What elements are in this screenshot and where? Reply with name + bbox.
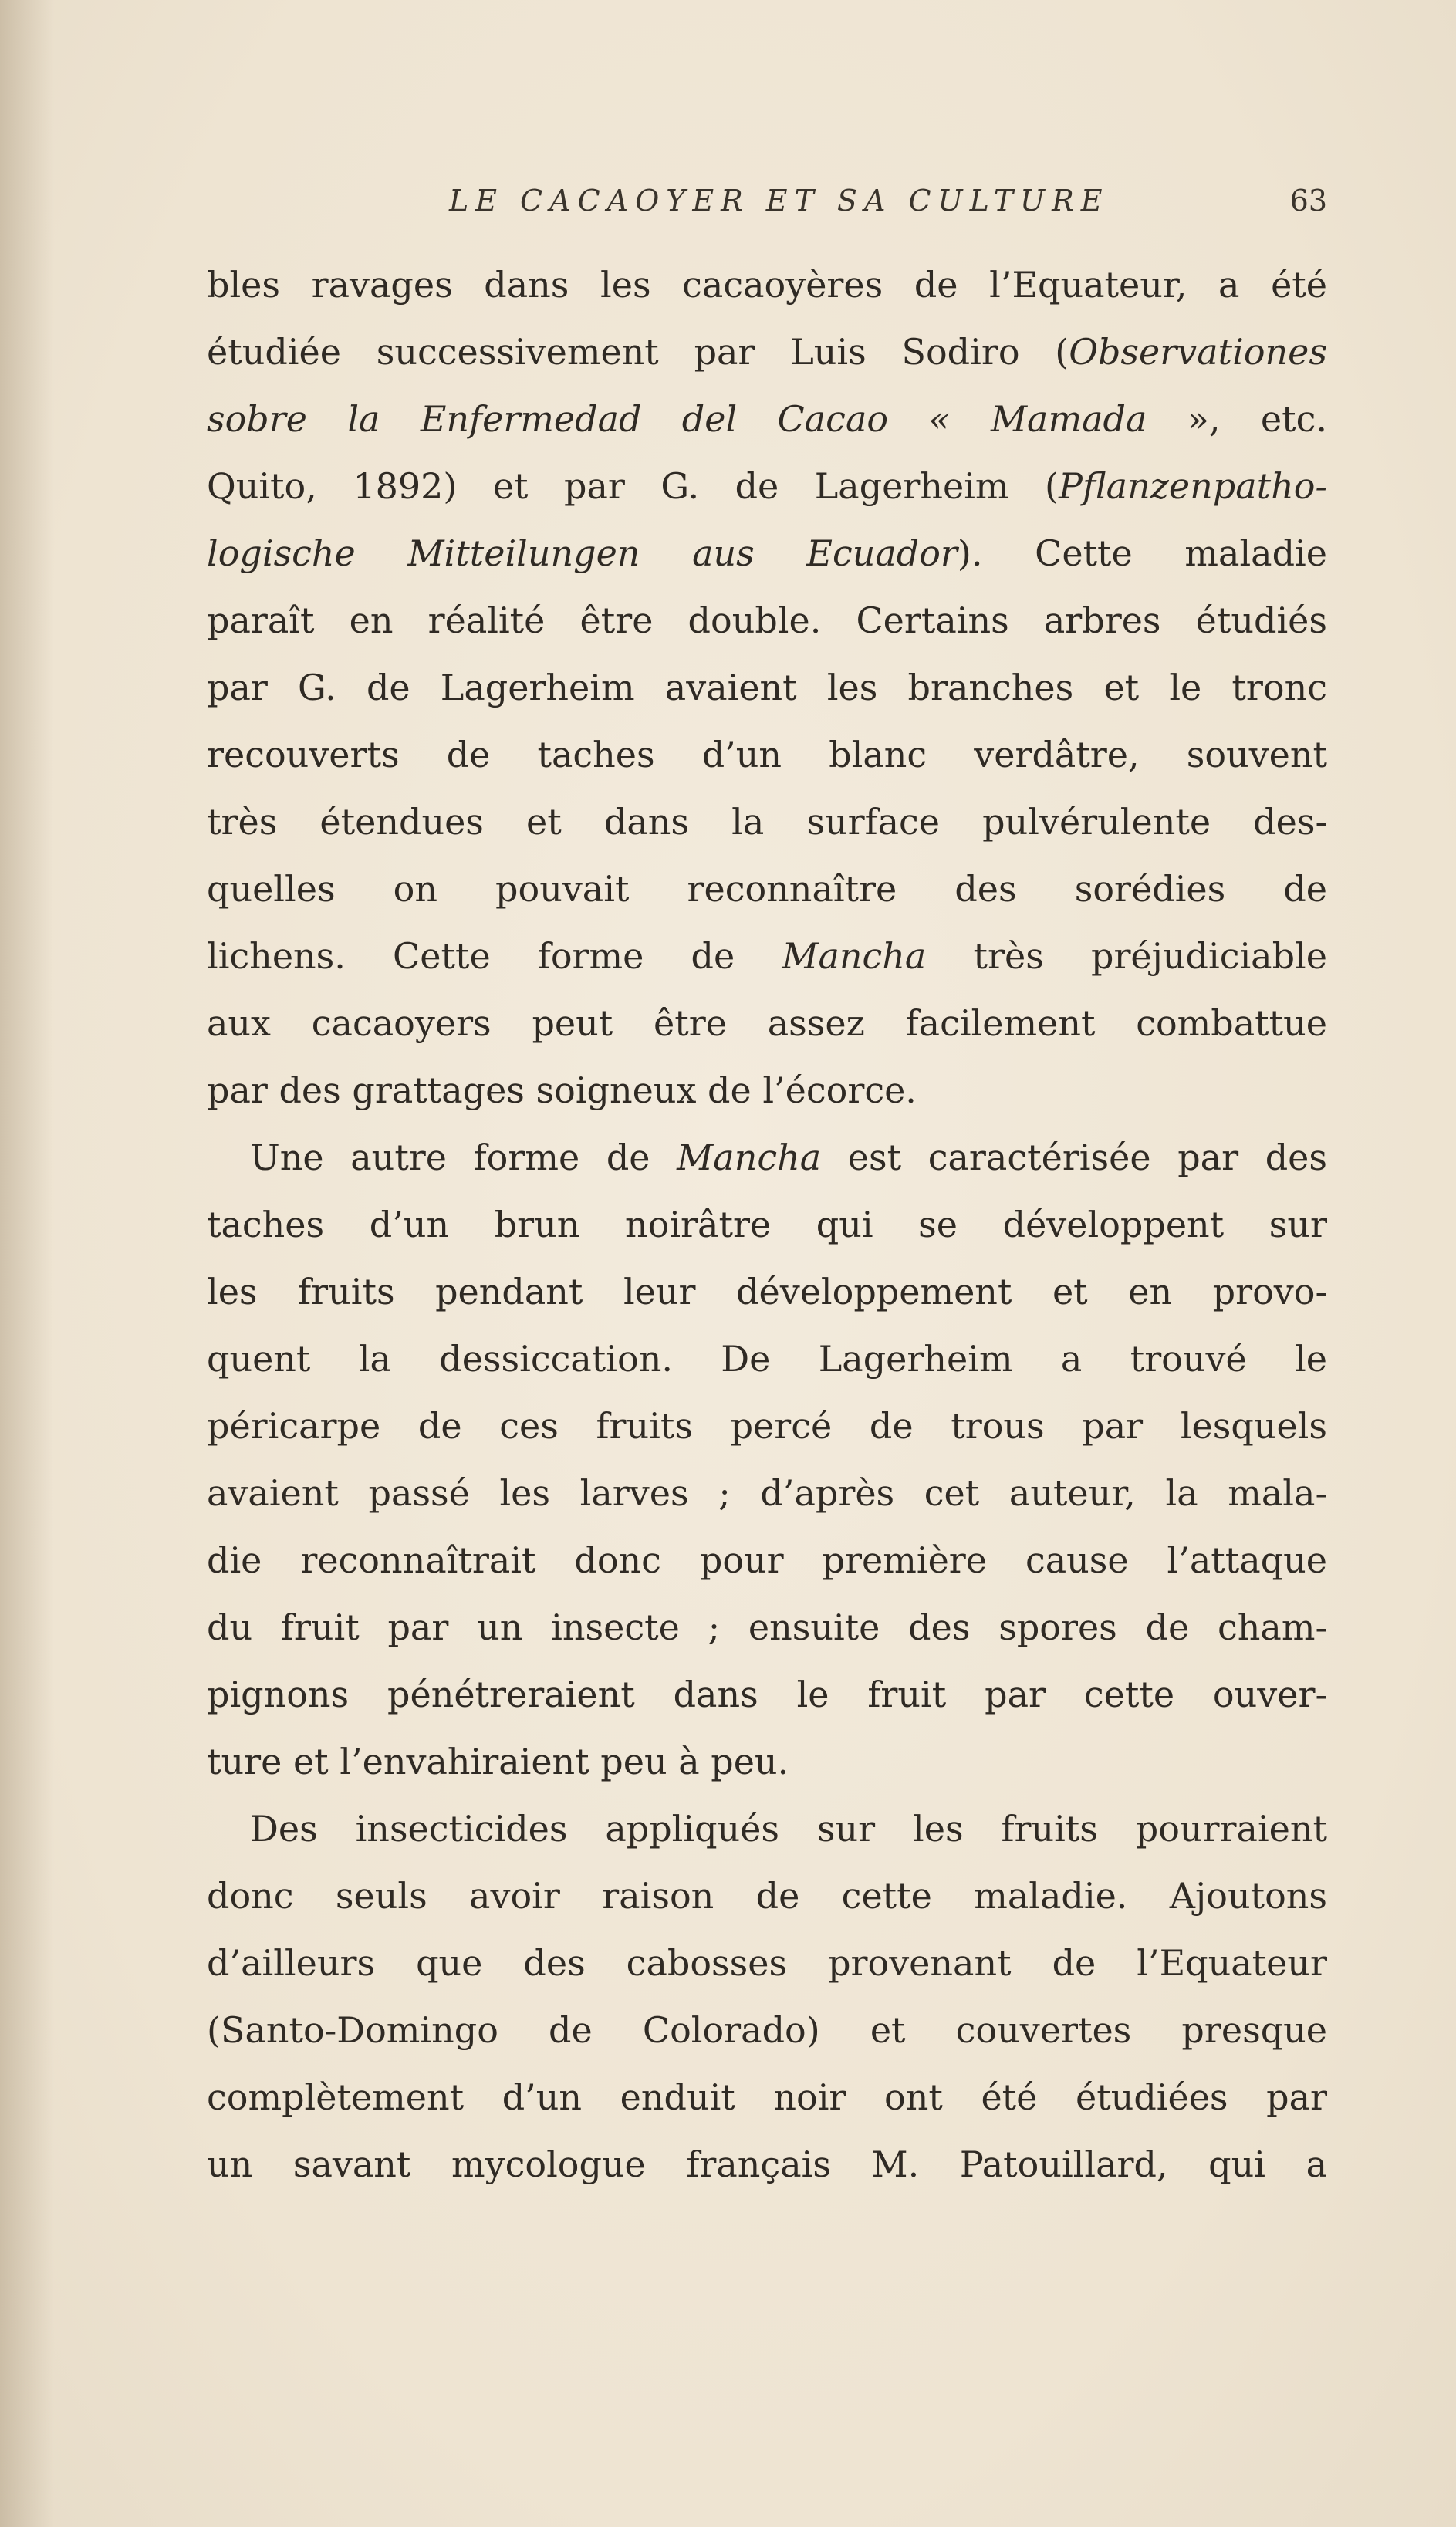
text-segment: taches d’un brun noirâtre qui se développent sur xyxy=(207,1204,1327,1245)
text-segment: bles ravages dans les cacaoyères de l’Equateur, a été xyxy=(207,264,1327,306)
text-segment: Des insecticides appliqués sur les fruits pourraient xyxy=(250,1808,1327,1850)
text-segment: un savant mycologue français M. Patouillard, qui a xyxy=(207,2144,1327,2185)
text-line xyxy=(207,319,1327,386)
text-segment: quent la dessiccation. De Lagerheim a trouvé le xyxy=(207,1338,1327,1380)
text-line xyxy=(207,1930,1327,1997)
text-line xyxy=(207,1393,1327,1460)
text-segment: par G. de Lagerheim avaient les branches et le tronc xyxy=(207,667,1327,708)
text-line xyxy=(207,1258,1327,1326)
text-segment: par des grattages soigneux de l’écorce. xyxy=(207,1069,917,1111)
text-line xyxy=(207,1863,1327,1930)
text-line xyxy=(207,990,1327,1057)
text-line xyxy=(207,1527,1327,1594)
text-segment: est caractérisée par des xyxy=(821,1137,1327,1178)
text-segment: Une autre forme de xyxy=(250,1137,677,1178)
body-text xyxy=(207,252,1327,2198)
text-segment: recouverts de taches d’un blanc verdâtre, souvent xyxy=(207,734,1327,775)
text-line xyxy=(207,1326,1327,1393)
page-number: 63 xyxy=(1289,184,1327,218)
text-line xyxy=(207,1997,1327,2064)
text-segment: paraît en réalité être double. Certains arbres étudiés xyxy=(207,600,1327,641)
text-line xyxy=(207,1057,1327,1124)
italic-text: sobre la Enfermedad del Cacao « Mamada xyxy=(207,398,1147,440)
italic-text: Observationes xyxy=(1069,331,1327,373)
text-line xyxy=(207,252,1327,319)
text-line xyxy=(207,789,1327,856)
text-segment: Quito, 1892) et par G. de Lagerheim ( xyxy=(207,465,1059,507)
text-line xyxy=(207,1661,1327,1728)
text-segment: du fruit par un insecte ; ensuite des spores de cham- xyxy=(207,1606,1327,1648)
text-line xyxy=(207,2064,1327,2131)
italic-text: Mancha xyxy=(677,1137,822,1178)
text-segment: donc seuls avoir raison de cette maladie. Ajoutons xyxy=(207,1875,1327,1917)
text-line xyxy=(207,654,1327,721)
text-segment: die reconnaîtrait donc pour première cause l’attaque xyxy=(207,1539,1327,1581)
text-line xyxy=(207,1460,1327,1527)
text-line xyxy=(207,721,1327,789)
text-segment: pignons pénétreraient dans le fruit par cette ouver- xyxy=(207,1674,1327,1715)
text-line xyxy=(207,1728,1327,1796)
text-line xyxy=(207,453,1327,520)
text-segment: (Santo-Domingo de Colorado) et couvertes presque xyxy=(207,2009,1327,2051)
text-line xyxy=(207,520,1327,587)
text-line xyxy=(207,856,1327,923)
text-segment: quelles on pouvait reconnaître des sorédies de xyxy=(207,868,1327,910)
text-line xyxy=(207,1796,1327,1863)
running-title: LE CACAOYER ET SA CULTURE xyxy=(449,184,1110,218)
text-line xyxy=(207,1594,1327,1661)
italic-text: logische Mitteilungen aus Ecuador xyxy=(207,532,958,574)
text-segment: péricarpe de ces fruits percé de trous par lesquels xyxy=(207,1405,1327,1447)
text-segment: ). Cette maladie xyxy=(957,532,1327,574)
text-line xyxy=(207,1124,1327,1191)
italic-text: Pflanzenpatho- xyxy=(1059,465,1327,507)
italic-text: Mancha xyxy=(782,935,927,977)
text-segment: étudiée successivement par Luis Sodiro ( xyxy=(207,331,1069,373)
text-segment: très préjudiciable xyxy=(926,935,1327,977)
text-line xyxy=(207,386,1327,453)
text-line xyxy=(207,2131,1327,2198)
text-segment: complètement d’un enduit noir ont été étudiées par xyxy=(207,2076,1327,2118)
text-segment: d’ailleurs que des cabosses provenant de l’Equateur xyxy=(207,1942,1327,1984)
text-segment: aux cacaoyers peut être assez facilement combattue xyxy=(207,1002,1327,1044)
text-segment: très étendues et dans la surface pulvérulente des- xyxy=(207,801,1327,843)
page-header xyxy=(207,184,1327,230)
text-line xyxy=(207,1191,1327,1258)
text-line xyxy=(207,587,1327,654)
page-gutter-shadow xyxy=(0,0,54,2527)
text-segment: avaient passé les larves ; d’après cet auteur, la mala- xyxy=(207,1472,1327,1514)
text-line xyxy=(207,923,1327,990)
text-segment: ture et l’envahiraient peu à peu. xyxy=(207,1741,789,1782)
text-segment: les fruits pendant leur développement et en provo- xyxy=(207,1271,1327,1312)
text-segment: », etc. xyxy=(1147,398,1327,440)
text-segment: lichens. Cette forme de xyxy=(207,935,782,977)
